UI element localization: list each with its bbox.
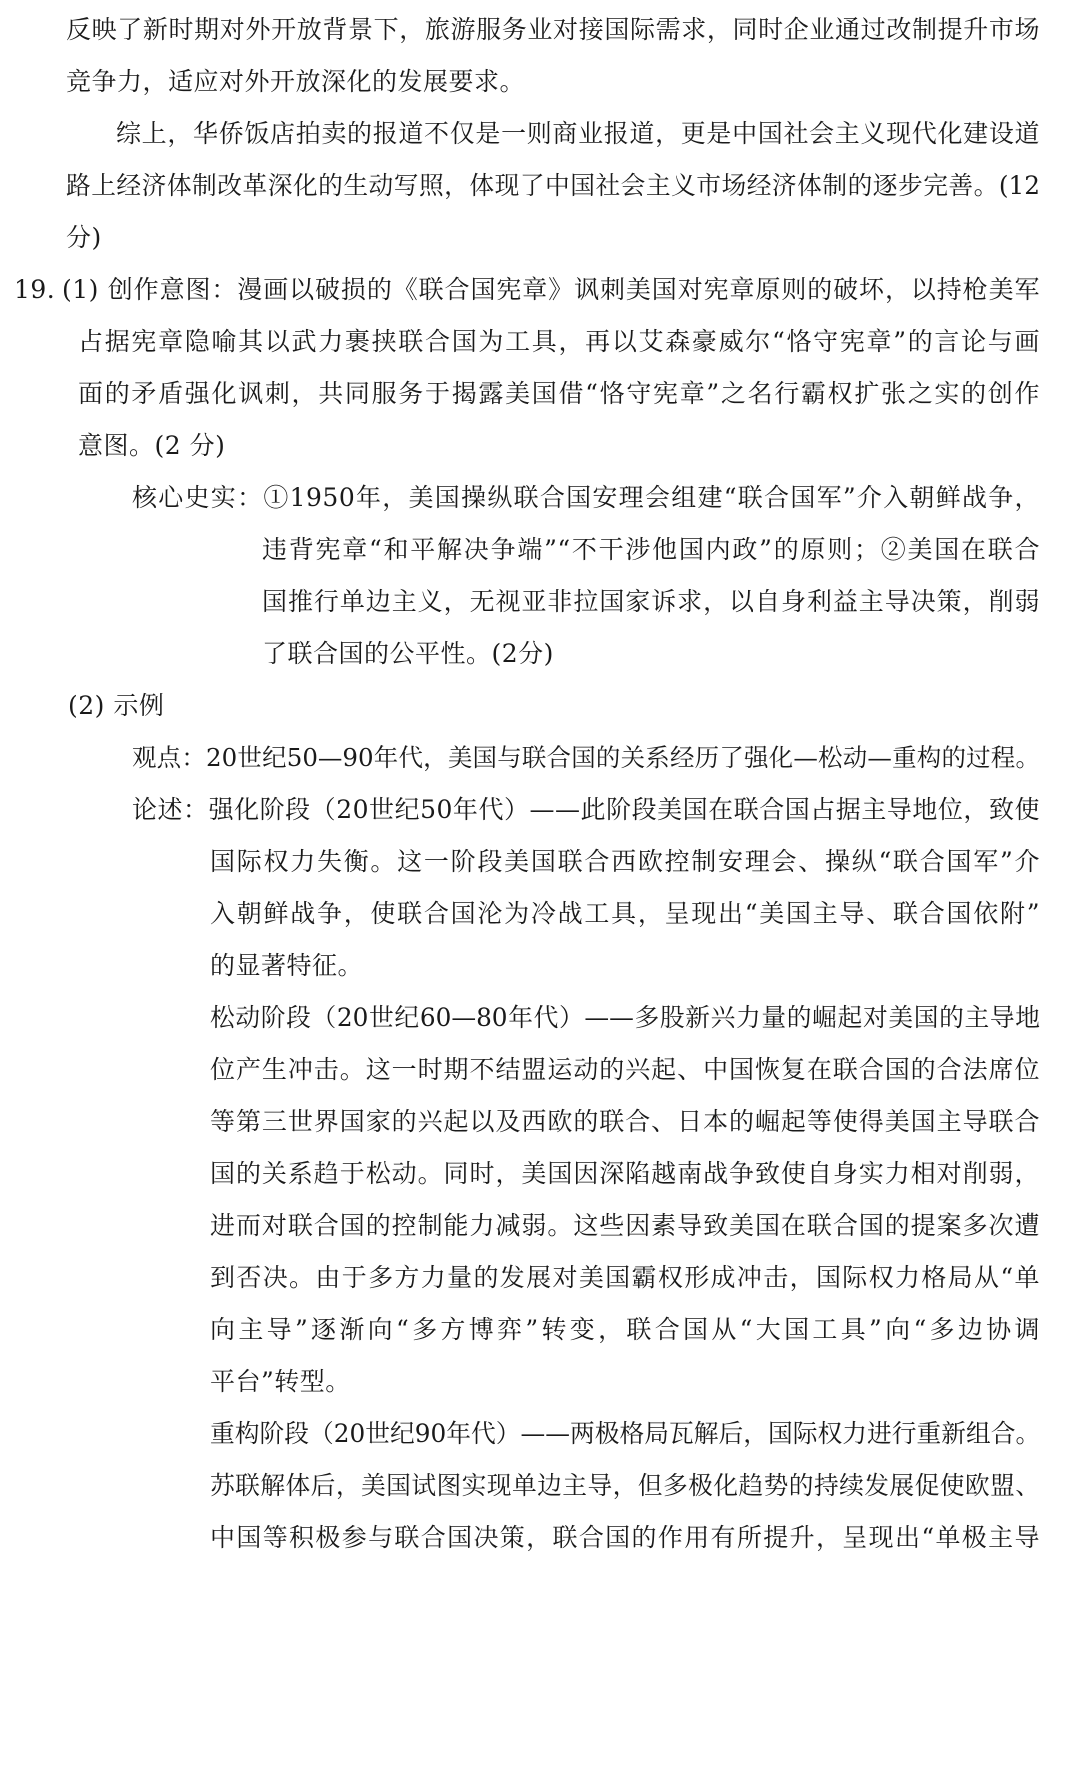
loosening-line: 到否决。由于多方力量的发展对美国霸权形成冲击，国际权力格局从“单 xyxy=(210,1263,1040,1292)
part1-line: 意图。(2 分) xyxy=(78,431,226,460)
loosening-line: 松动阶段（20世纪60—80年代）——多股新兴力量的崛起对美国的主导地 xyxy=(210,1003,1040,1032)
loosening-line: 平台”转型。 xyxy=(210,1367,351,1396)
loosening-line: 等第三世界国家的兴起以及西欧的联合、日本的崛起等使得美国主导联合 xyxy=(210,1107,1040,1136)
restructuring-line: 苏联解体后，美国试图实现单边主导，但多极化趋势的持续发展促使欧盟、 xyxy=(210,1471,1040,1500)
loosening-line: 向主导”逐渐向“多方博弈”转变，联合国从“大国工具”向“多边协调 xyxy=(210,1315,1040,1344)
core-facts-line: 了联合国的公平性。(2分) xyxy=(262,639,554,668)
argument-line: 的显著特征。 xyxy=(210,951,364,980)
argument-line: 国际权力失衡。这一阶段美国联合西欧控制安理会、操纵“联合国军”介 xyxy=(210,847,1040,876)
core-facts-line: 国推行单边主义，无视亚非拉国家诉求，以自身利益主导决策，削弱 xyxy=(262,587,1040,616)
argument-line: 入朝鲜战争，使联合国沦为冷战工具，呈现出“美国主导、联合国依附” xyxy=(210,899,1040,928)
viewpoint: 观点：20世纪50—90年代，美国与联合国的关系经历了强化—松动—重构的过程。 xyxy=(132,743,1040,772)
part1-line: 占据宪章隐喻其以武力裹挟联合国为工具，再以艾森豪威尔“恪守宪章”的言论与画 xyxy=(78,327,1040,356)
restructuring-line: 中国等积极参与联合国决策，联合国的作用有所提升，呈现出“单极主导 xyxy=(210,1523,1040,1552)
summary-line: 分) xyxy=(66,223,102,252)
loosening-line: 位产生冲击。这一时期不结盟运动的兴起、中国恢复在联合国的合法席位 xyxy=(210,1055,1040,1084)
argument-line: 论述：强化阶段（20世纪50年代）——此阶段美国在联合国占据主导地位，致使 xyxy=(132,795,1040,824)
loosening-line: 进而对联合国的控制能力减弱。这些因素导致美国在联合国的提案多次遭 xyxy=(210,1211,1040,1240)
part1-line: 面的矛盾强化讽刺，共同服务于揭露美国借“恪守宪章”之名行霸权扩张之实的创作 xyxy=(78,379,1040,408)
part2-label: (2) 示例 xyxy=(68,691,165,720)
question-number: 19. xyxy=(14,275,56,304)
intro-line: 反映了新时期对外开放背景下，旅游服务业对接国际需求，同时企业通过改制提升市场 xyxy=(66,15,1040,44)
summary-line: 综上，华侨饭店拍卖的报道不仅是一则商业报道，更是中国社会主义现代化建设道 xyxy=(116,119,1040,148)
intro-line: 竞争力，适应对外开放深化的发展要求。 xyxy=(66,67,526,96)
loosening-line: 国的关系趋于松动。同时，美国因深陷越南战争致使自身实力相对削弱， xyxy=(210,1159,1040,1188)
core-facts-line: 违背宪章“和平解决争端”“不干涉他国内政”的原则；②美国在联合 xyxy=(262,535,1040,564)
summary-line: 路上经济体制改革深化的生动写照，体现了中国社会主义市场经济体制的逐步完善。(12 xyxy=(66,171,1040,200)
part1-line: (1) 创作意图：漫画以破损的《联合国宪章》讽刺美国对宪章原则的破坏，以持枪美军 xyxy=(62,275,1040,304)
restructuring-line: 重构阶段（20世纪90年代）——两极格局瓦解后，国际权力进行重新组合。 xyxy=(210,1419,1041,1448)
core-facts-line: 核心史实：①1950年，美国操纵联合国安理会组建“联合国军”介入朝鲜战争， xyxy=(132,483,1040,512)
